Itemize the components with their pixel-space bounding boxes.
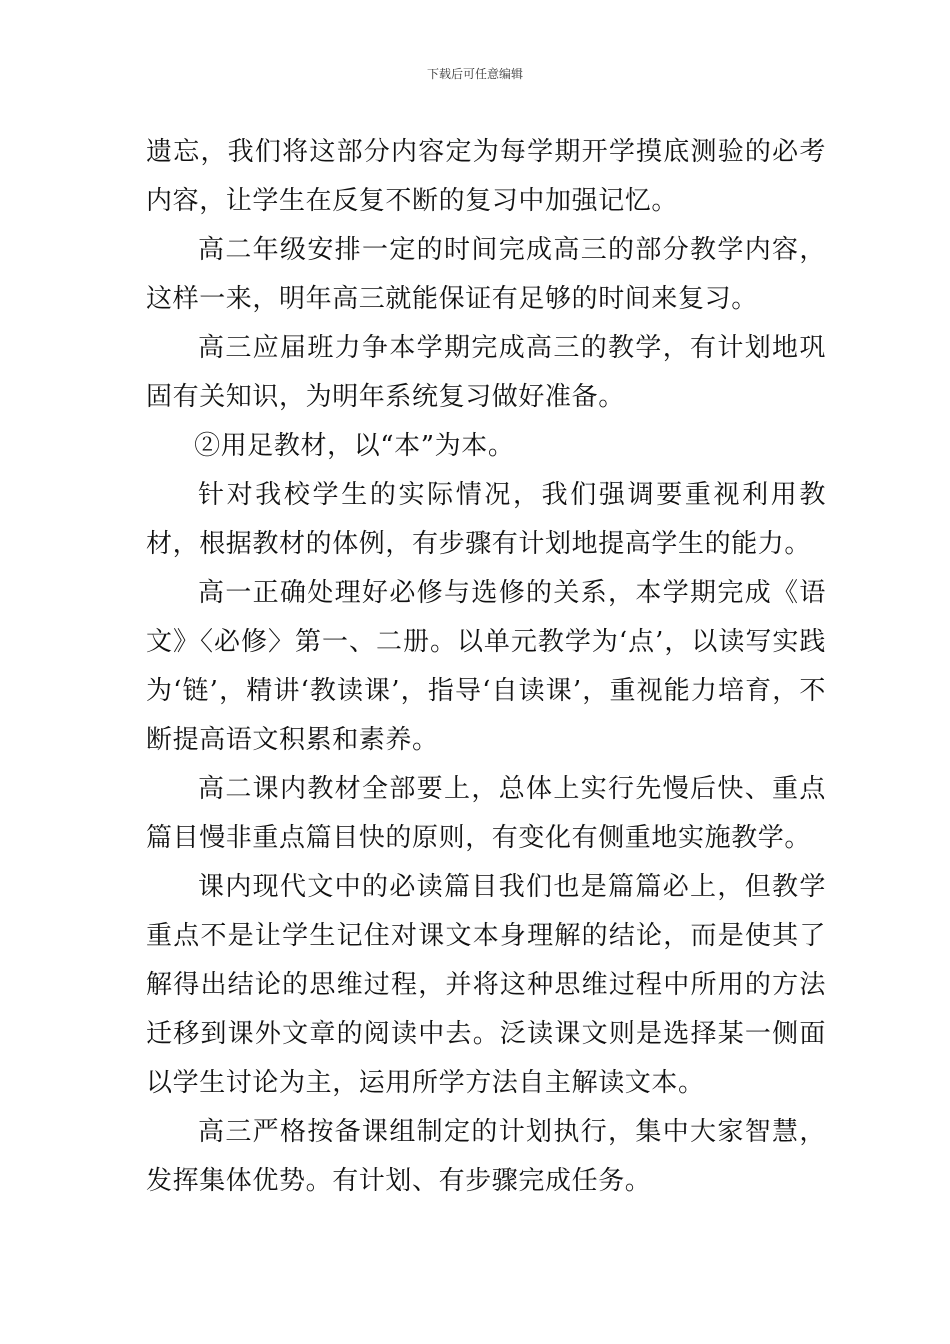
paragraph-6: 高一正确处理好必修与选修的关系，本学期完成《语文》〈必修〉第一、二册。以单元教学为‘点’，以读写实践为‘链’，精讲‘教读课’，指导‘自读课’，重视能力培育，不断提高语文积累和素养。	[146, 578, 826, 755]
paragraph-9: 高三严格按备课组制定的计划执行，集中大家智慧，发挥集体优势。有计划、有步骤完成任务。	[146, 1117, 826, 1196]
body-text	[146, 128, 826, 1206]
paragraph-8: 课内现代文中的必读篇目我们也是篇篇必上，但教学重点不是让学生记住对课文本身理解的结论，而是使其了解得出结论的思维过程，并将这种思维过程中所用的方法迁移到课外文章的阅读中去。泛读课文则是选择某一侧面以学生讨论为主，运用所学方法自主解读文本。	[146, 872, 826, 1098]
paragraph-7: 高二课内教材全部要上，总体上实行先慢后快、重点篇目慢非重点篇目快的原则，有变化有侧重地实施教学。	[146, 774, 826, 853]
header-note: 下载后可任意编辑	[426, 67, 523, 81]
paragraph-subheading: ②用足教材，以“本”为本。	[194, 431, 515, 461]
paragraph-5: 针对我校学生的实际情况，我们强调要重视利用教材，根据教材的体例，有步骤有计划地提高学生的能力。	[146, 480, 826, 559]
paragraph-2: 高二年级安排一定的时间完成高三的部分教学内容，这样一来，明年高三就能保证有足够的时间来复习。	[146, 235, 826, 314]
paragraph-3: 高三应届班力争本学期完成高三的教学，有计划地巩固有关知识，为明年系统复习做好准备。	[146, 333, 826, 412]
paragraph-1: 遗忘，我们将这部分内容定为每学期开学摸底测验的必考内容，让学生在反复不断的复习中加强记忆。	[146, 137, 826, 216]
